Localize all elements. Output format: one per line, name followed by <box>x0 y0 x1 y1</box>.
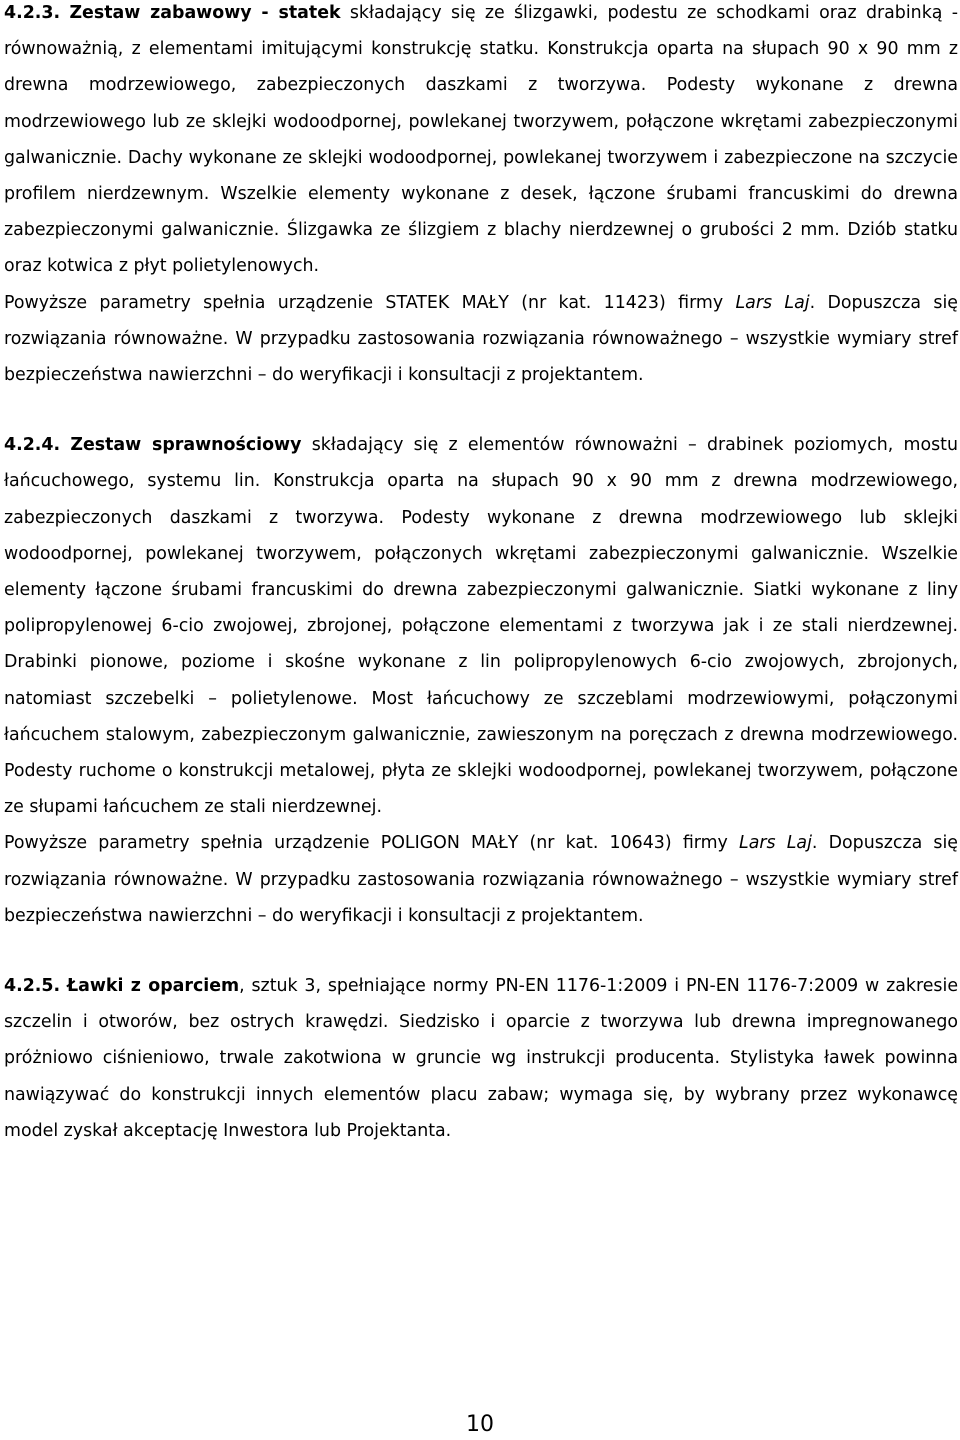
brand-name: Lars Laj <box>735 292 810 313</box>
params-suffix: . <box>811 833 818 854</box>
section-paragraph <box>4 968 958 1149</box>
section-number: 4.2.5. <box>4 976 61 997</box>
section-body: składający się z elementów równoważni – drabinek poziomych, mostu łańcuchowego, systemu lin. Konstrukcja oparta na słupach 90 x 90 mm z drewna modrzewiowego, zabezpieczonych daszkami z tworzywa. Podesty wykonane z drewna modrzewiowego lub sklejki wodoodpornej, powlekanej tworzywem, połączonych wkrętami zabezpieczonymi galwanicznie. Wszelkie elementy łączone śrubami francuskimi do drewna zabezpieczonymi galwanicznie. Siatki wykonane z liny polipropylenowej 6-cio zwojowej, zbrojonej, połączone elementami z tworzywa jak i ze stali nierdzewnej. Drabinki pionowe, poziome i skośne wykonane z lin polipropylenowych 6-cio zwojowych, zbrojonych, natomiast szczebelki – polietylenowe. Most łańcuchowy ze szczeblami modrzewiowymi, połączonymi łańcuchem stalowym, zabezpieczonym galwanicznie, zawieszonym na poręczach z drewna modrzewiowego. Podesty ruchome o konstrukcji metalowej, płyta ze sklejki wodoodpornej, powlekanej tworzywem, połączone ze słupami łańcuchem ze stali nierdzewnej. <box>4 435 959 818</box>
section-4-2-4 <box>4 427 958 934</box>
section-paragraph <box>4 427 958 825</box>
section-4-2-3 <box>4 0 958 393</box>
equivalence-note: Dopuszcza się rozwiązania równoważne. W przypadku zastosowania rozwiązania równoważnego – wszystkie wymiary stref bezpieczeństwa nawierzchni – do weryfikacji i konsultacji z projektantem. <box>4 292 958 386</box>
section-number: 4.2.3. <box>4 3 61 23</box>
brand-name: Lars Laj <box>739 833 812 854</box>
params-text: Powyższe parametry spełnia urządzenie STATEK MAŁY (nr kat. 11423) firmy <box>4 292 736 313</box>
section-body: składający się ze ślizgawki, podestu ze schodkami oraz drabinką - równoważnią, z elementami imitującymi konstrukcję statku. Konstrukcja oparta na słupach 90 x 90 mm z drewna modrzewiowego, zabezpieczonych daszkami z tworzywa. Podesty wykonane z drewna modrzewiowego lub ze sklejki wodoodpornej, powlekanej tworzywem, połączone wkrętami zabezpieczonymi galwanicznie. Dachy wykonane ze sklejki wodoodpornej, powlekanej tworzywem i zabezpieczone na szczycie profilem nierdzewnym. Wszelkie elementy wykonane z desek, łączone śrubami francuskimi do drewna zabezpieczonymi galwanicznie. Ślizgawka ze ślizgiem z blachy nierdzewnej o grubości 2 mm. Dziób statku oraz kotwica z płyt polietylenowych. <box>4 3 959 277</box>
section-number: 4.2.4. <box>4 435 61 456</box>
params-suffix: . <box>809 292 816 313</box>
equivalence-note: Dopuszcza się rozwiązania równoważne. W przypadku zastosowania rozwiązania równoważnego – wszystkie wymiary stref bezpieczeństwa nawierzchni – do weryfikacji i konsultacji z projektantem. <box>4 833 959 926</box>
params-text: Powyższe parametry spełnia urządzenie POLIGON MAŁY (nr kat. 10643) firmy <box>4 833 740 854</box>
manufacturer-params <box>4 825 958 934</box>
section-4-2-5 <box>4 968 958 1149</box>
section-title: Zestaw sprawnościowy <box>70 435 302 456</box>
section-title: Zestaw zabawowy - statek <box>69 3 341 23</box>
section-title: Ławki z oparciem <box>66 976 240 997</box>
document-page <box>4 0 958 1149</box>
section-paragraph <box>4 0 958 285</box>
manufacturer-params <box>4 285 958 394</box>
section-body: , sztuk 3, spełniające normy PN-EN 1176-1:2009 i PN-EN 1176-7:2009 w zakresie szczelin i otworów, bez ostrych krawędzi. Siedzisko i oparcie z tworzywa lub drewna impregnowanego próżniowo ciśnieniowo, trwale zakotwiona w gruncie wg instrukcji producenta. Stylistyka ławek powinna nawiązywać do konstrukcji innych elementów placu zabaw; wymaga się, by wybrany przez wykonawcę model zyskał akceptację Inwestora lub Projektanta. <box>4 976 959 1141</box>
page-number: 10 <box>466 1412 494 1437</box>
